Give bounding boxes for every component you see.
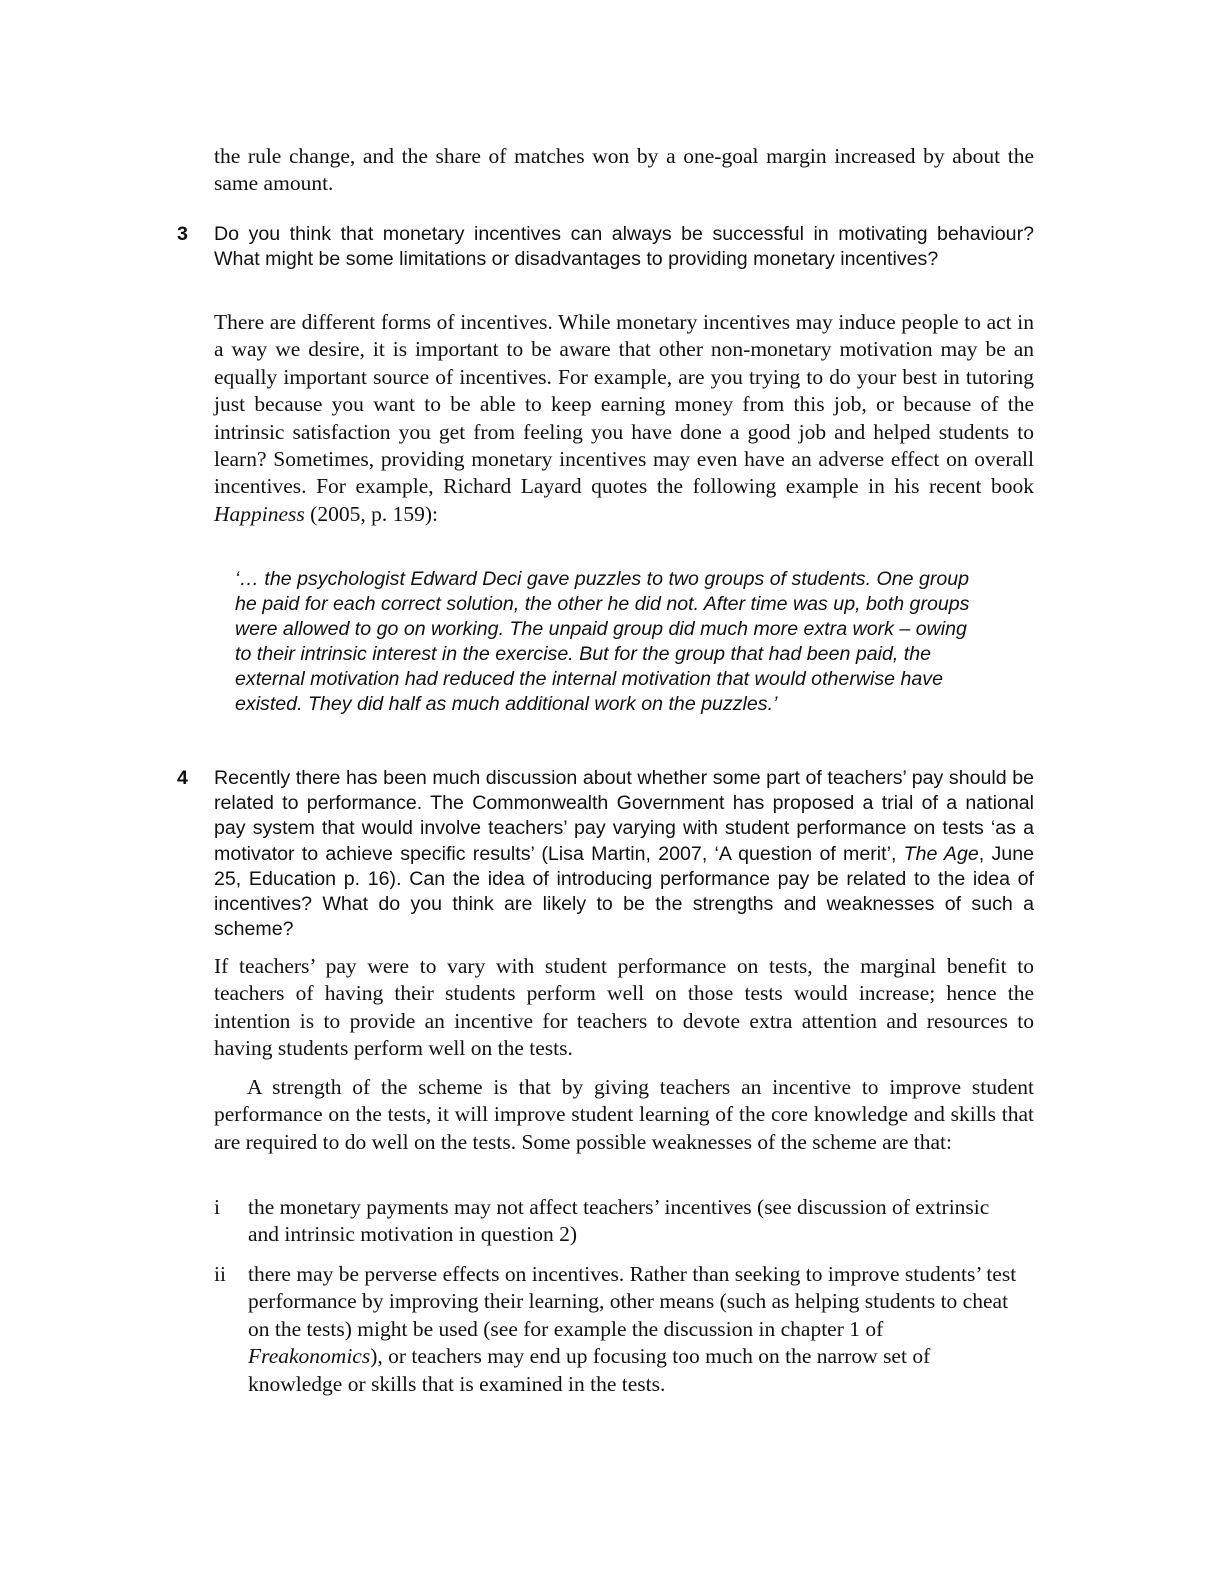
book-title-freakonomics: Freakonomics: [248, 1344, 371, 1369]
answer-text: There are different forms of incentives. While monetary incentives may induce people to act in a way we desire, it is important to be aware that other non-monetary motivation may be an equally important source of incentives. For example, are you trying to do your best in tutoring just because you want to be able to keep earning money from this job, or because of the intrinsic satisfaction you get from feeling you have done a good job and helped students to learn? Sometimes, providing monetary incentives may even have an adverse effect on overall incentives. For example, Richard Layard quotes the following example in his recent book: [214, 310, 1034, 499]
weakness-text: there may be perverse effects on incentives. Rather than seeking to improve students’ test performance by improving their learning, other means (such as helping students to cheat on the tests) might be used (see for example the discussion in chapter 1 of: [248, 1262, 1017, 1341]
question-4-prompt: [214, 766, 1034, 942]
book-title-happiness: Happiness: [214, 501, 305, 526]
prompt-text: , June 25, Education p. 16). Can the idea of introducing performance pay be related to the idea of incentives? What do you think are likely to be the strengths and weaknesses of such a scheme?: [214, 842, 1034, 941]
continuation-paragraph: the rule change, and the share of matches won by a one-goal margin increased by about the same amount.: [214, 144, 1034, 196]
source-the-age: The Age: [903, 842, 979, 865]
question-4-answer-paragraph-2: A strength of the scheme is that by giving teachers an incentive to improve student performance on the tests, it will improve student learning of the core knowledge and skills that are required to do well on the tests. Some possible weaknesses of the scheme are that:: [214, 1075, 1034, 1154]
prompt-text: Recently there has been much discussion about whether some part of teachers’ pay should be related to performance. The Commonwealth Government has proposed a trial of a national pay system that would involve teachers’ pay varying with student performance on tests ‘as a motivator to achieve specific results’ (Lisa Martin, 2007, ‘A question of merit’,: [214, 767, 1034, 865]
deci-quote: ‘… the psychologist Edward Deci gave puzzles to two groups of students. One group he paid for each correct solution, the other he did not. After time was up, both groups were allowed to go on working. The unpaid group did much more extra work – owing to their intrinsic interest in the exercise. But for the group that had been paid, the external motivation had reduced the internal motivation that would otherwise have existed. They did half as much additional work on the puzzles.’: [235, 568, 970, 715]
weakness-text: ), or teachers may end up focusing too much on the narrow set of knowledge or skills that is examined in the tests.: [248, 1344, 931, 1396]
question-4-answer-paragraph-1: If teachers’ pay were to vary with student performance on tests, the marginal benefit to teachers of having their students perform well on those tests would increase; hence the intention is to provide an incentive for teachers to devote extra attention and resources to having students perform well on the tests.: [214, 954, 1034, 1061]
question-3-answer: [214, 309, 1034, 528]
weakness-item-ii: [248, 1261, 1018, 1398]
question-3-prompt: Do you think that monetary incentives can always be successful in motivating behaviour? What might be some limitations or disadvantages to providing monetary incentives?: [214, 223, 1034, 271]
weakness-item-i: the monetary payments may not affect teachers’ incentives (see discussion of extrinsic and intrinsic motivation in question 2): [248, 1195, 990, 1247]
weakness-label-ii: ii: [214, 1262, 226, 1286]
weakness-label-i: i: [214, 1195, 220, 1219]
question-3-number: 3: [177, 223, 188, 245]
question-4-number: 4: [177, 767, 188, 789]
answer-text: (2005, p. 159):: [304, 501, 438, 526]
